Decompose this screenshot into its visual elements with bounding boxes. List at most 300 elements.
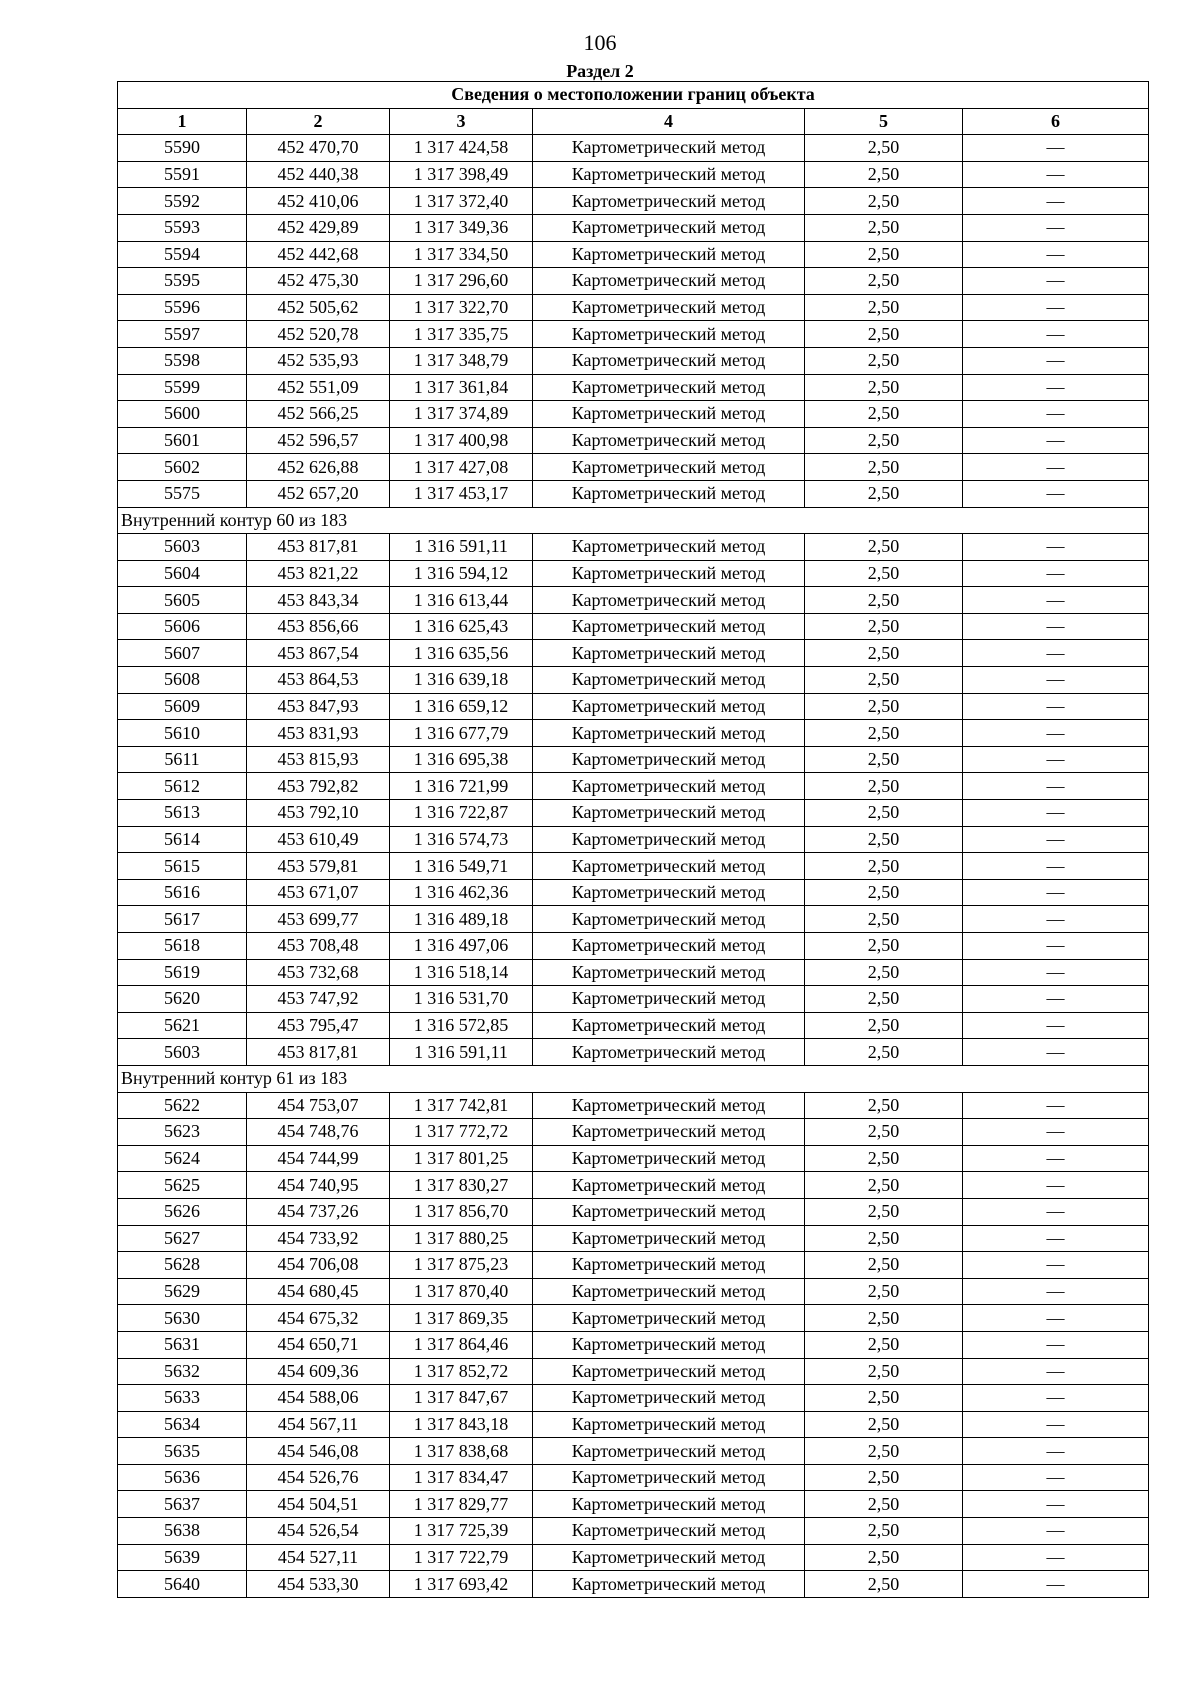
description-cell: — <box>963 321 1149 348</box>
y-coordinate-cell: 1 316 722,87 <box>390 800 533 827</box>
description-cell: — <box>963 480 1149 507</box>
y-coordinate-cell: 1 317 830,27 <box>390 1172 533 1199</box>
description-cell: — <box>963 1198 1149 1225</box>
table-row <box>118 933 1149 960</box>
x-coordinate-cell: 454 527,11 <box>247 1544 390 1571</box>
method-cell: Картометрический метод <box>533 534 805 561</box>
table-row <box>118 746 1149 773</box>
method-cell: Картометрический метод <box>533 214 805 241</box>
table-row <box>118 1119 1149 1146</box>
y-coordinate-cell: 1 317 834,47 <box>390 1464 533 1491</box>
accuracy-cell: 2,50 <box>805 1518 963 1545</box>
point-number-cell: 5625 <box>118 1172 247 1199</box>
point-number-cell: 5596 <box>118 294 247 321</box>
point-number-cell: 5623 <box>118 1119 247 1146</box>
x-coordinate-cell: 454 737,26 <box>247 1198 390 1225</box>
table-caption: Сведения о местоположении границ объекта <box>118 82 1149 109</box>
point-number-cell: 5607 <box>118 640 247 667</box>
table-row <box>118 135 1149 162</box>
description-cell: — <box>963 1092 1149 1119</box>
x-coordinate-cell: 454 588,06 <box>247 1385 390 1412</box>
y-coordinate-cell: 1 317 801,25 <box>390 1145 533 1172</box>
point-number-cell: 5602 <box>118 454 247 481</box>
x-coordinate-cell: 454 753,07 <box>247 1092 390 1119</box>
x-coordinate-cell: 452 535,93 <box>247 347 390 374</box>
point-number-cell: 5594 <box>118 241 247 268</box>
point-number-cell: 5595 <box>118 268 247 295</box>
point-number-cell: 5627 <box>118 1225 247 1252</box>
point-number-cell: 5628 <box>118 1252 247 1279</box>
table-row <box>118 1331 1149 1358</box>
accuracy-cell: 2,50 <box>805 268 963 295</box>
point-number-cell: 5606 <box>118 613 247 640</box>
accuracy-cell: 2,50 <box>805 1172 963 1199</box>
accuracy-cell: 2,50 <box>805 1039 963 1066</box>
y-coordinate-cell: 1 317 400,98 <box>390 427 533 454</box>
x-coordinate-cell: 454 748,76 <box>247 1119 390 1146</box>
method-cell: Картометрический метод <box>533 480 805 507</box>
method-cell: Картометрический метод <box>533 427 805 454</box>
x-coordinate-cell: 454 744,99 <box>247 1145 390 1172</box>
method-cell: Картометрический метод <box>533 347 805 374</box>
point-number-cell: 5632 <box>118 1358 247 1385</box>
y-coordinate-cell: 1 317 374,89 <box>390 401 533 428</box>
method-cell: Картометрический метод <box>533 1252 805 1279</box>
y-coordinate-cell: 1 317 372,40 <box>390 188 533 215</box>
description-cell: — <box>963 640 1149 667</box>
table-row <box>118 268 1149 295</box>
x-coordinate-cell: 452 429,89 <box>247 214 390 241</box>
point-number-cell: 5634 <box>118 1411 247 1438</box>
table-row <box>118 906 1149 933</box>
x-coordinate-cell: 452 596,57 <box>247 427 390 454</box>
accuracy-cell: 2,50 <box>805 853 963 880</box>
y-coordinate-cell: 1 316 635,56 <box>390 640 533 667</box>
table-row <box>118 826 1149 853</box>
y-coordinate-cell: 1 317 348,79 <box>390 347 533 374</box>
accuracy-cell: 2,50 <box>805 560 963 587</box>
y-coordinate-cell: 1 316 591,11 <box>390 1039 533 1066</box>
description-cell: — <box>963 906 1149 933</box>
description-cell: — <box>963 986 1149 1013</box>
point-number-cell: 5631 <box>118 1331 247 1358</box>
table-row <box>118 454 1149 481</box>
description-cell: — <box>963 427 1149 454</box>
method-cell: Картометрический метод <box>533 1198 805 1225</box>
accuracy-cell: 2,50 <box>805 667 963 694</box>
x-coordinate-cell: 452 657,20 <box>247 480 390 507</box>
table-body <box>118 135 1149 1598</box>
method-cell: Картометрический метод <box>533 587 805 614</box>
y-coordinate-cell: 1 317 335,75 <box>390 321 533 348</box>
y-coordinate-cell: 1 316 497,06 <box>390 933 533 960</box>
accuracy-cell: 2,50 <box>805 879 963 906</box>
column-number-5: 5 <box>805 108 963 135</box>
accuracy-cell: 2,50 <box>805 1198 963 1225</box>
table-row <box>118 587 1149 614</box>
point-number-cell: 5635 <box>118 1438 247 1465</box>
x-coordinate-cell: 453 817,81 <box>247 1039 390 1066</box>
point-number-cell: 5617 <box>118 906 247 933</box>
method-cell: Картометрический метод <box>533 959 805 986</box>
method-cell: Картометрический метод <box>533 1305 805 1332</box>
point-number-cell: 5593 <box>118 214 247 241</box>
point-number-cell: 5615 <box>118 853 247 880</box>
method-cell: Картометрический метод <box>533 188 805 215</box>
description-cell: — <box>963 613 1149 640</box>
x-coordinate-cell: 453 699,77 <box>247 906 390 933</box>
method-cell: Картометрический метод <box>533 1092 805 1119</box>
x-coordinate-cell: 452 566,25 <box>247 401 390 428</box>
y-coordinate-cell: 1 316 594,12 <box>390 560 533 587</box>
method-cell: Картометрический метод <box>533 933 805 960</box>
table-row <box>118 853 1149 880</box>
x-coordinate-cell: 453 867,54 <box>247 640 390 667</box>
description-cell: — <box>963 135 1149 162</box>
method-cell: Картометрический метод <box>533 986 805 1013</box>
y-coordinate-cell: 1 317 875,23 <box>390 1252 533 1279</box>
point-number-cell: 5612 <box>118 773 247 800</box>
table-row <box>118 1438 1149 1465</box>
y-coordinate-cell: 1 317 322,70 <box>390 294 533 321</box>
y-coordinate-cell: 1 317 424,58 <box>390 135 533 162</box>
x-coordinate-cell: 454 740,95 <box>247 1172 390 1199</box>
table-row <box>118 1544 1149 1571</box>
method-cell: Картометрический метод <box>533 1012 805 1039</box>
table-row <box>118 188 1149 215</box>
y-coordinate-cell: 1 316 625,43 <box>390 613 533 640</box>
table-row <box>118 720 1149 747</box>
description-cell: — <box>963 374 1149 401</box>
x-coordinate-cell: 453 795,47 <box>247 1012 390 1039</box>
point-number-cell: 5636 <box>118 1464 247 1491</box>
table-row <box>118 374 1149 401</box>
accuracy-cell: 2,50 <box>805 321 963 348</box>
y-coordinate-cell: 1 317 838,68 <box>390 1438 533 1465</box>
x-coordinate-cell: 453 671,07 <box>247 879 390 906</box>
table-head <box>118 82 1149 135</box>
description-cell: — <box>963 693 1149 720</box>
accuracy-cell: 2,50 <box>805 454 963 481</box>
point-number-cell: 5640 <box>118 1571 247 1598</box>
column-number-1: 1 <box>118 108 247 135</box>
accuracy-cell: 2,50 <box>805 1358 963 1385</box>
description-cell: — <box>963 1252 1149 1279</box>
y-coordinate-cell: 1 316 489,18 <box>390 906 533 933</box>
accuracy-cell: 2,50 <box>805 480 963 507</box>
method-cell: Картометрический метод <box>533 1385 805 1412</box>
method-cell: Картометрический метод <box>533 800 805 827</box>
x-coordinate-cell: 454 567,11 <box>247 1411 390 1438</box>
description-cell: — <box>963 560 1149 587</box>
method-cell: Картометрический метод <box>533 826 805 853</box>
point-number-cell: 5626 <box>118 1198 247 1225</box>
description-cell: — <box>963 853 1149 880</box>
description-cell: — <box>963 534 1149 561</box>
y-coordinate-cell: 1 317 843,18 <box>390 1411 533 1438</box>
table-row <box>118 1172 1149 1199</box>
accuracy-cell: 2,50 <box>805 214 963 241</box>
table-row <box>118 1145 1149 1172</box>
y-coordinate-cell: 1 316 695,38 <box>390 746 533 773</box>
y-coordinate-cell: 1 317 864,46 <box>390 1331 533 1358</box>
description-cell: — <box>963 1119 1149 1146</box>
method-cell: Картометрический метод <box>533 1278 805 1305</box>
accuracy-cell: 2,50 <box>805 1411 963 1438</box>
method-cell: Картометрический метод <box>533 401 805 428</box>
x-coordinate-cell: 452 505,62 <box>247 294 390 321</box>
column-number-6: 6 <box>963 108 1149 135</box>
point-number-cell: 5618 <box>118 933 247 960</box>
column-number-row <box>118 108 1149 135</box>
accuracy-cell: 2,50 <box>805 374 963 401</box>
accuracy-cell: 2,50 <box>805 1145 963 1172</box>
description-cell: — <box>963 667 1149 694</box>
method-cell: Картометрический метод <box>533 1145 805 1172</box>
point-number-cell: 5624 <box>118 1145 247 1172</box>
table-row <box>118 986 1149 1013</box>
method-cell: Картометрический метод <box>533 1464 805 1491</box>
accuracy-cell: 2,50 <box>805 1331 963 1358</box>
description-cell: — <box>963 826 1149 853</box>
accuracy-cell: 2,50 <box>805 135 963 162</box>
point-number-cell: 5600 <box>118 401 247 428</box>
point-number-cell: 5592 <box>118 188 247 215</box>
point-number-cell: 5591 <box>118 161 247 188</box>
accuracy-cell: 2,50 <box>805 1571 963 1598</box>
point-number-cell: 5608 <box>118 667 247 694</box>
y-coordinate-cell: 1 317 427,08 <box>390 454 533 481</box>
description-cell: — <box>963 1464 1149 1491</box>
contour-header-row <box>118 1065 1149 1092</box>
method-cell: Картометрический метод <box>533 135 805 162</box>
accuracy-cell: 2,50 <box>805 1092 963 1119</box>
y-coordinate-cell: 1 317 880,25 <box>390 1225 533 1252</box>
point-number-cell: 5611 <box>118 746 247 773</box>
x-coordinate-cell: 452 520,78 <box>247 321 390 348</box>
method-cell: Картометрический метод <box>533 294 805 321</box>
description-cell: — <box>963 1438 1149 1465</box>
point-number-cell: 5639 <box>118 1544 247 1571</box>
point-number-cell: 5614 <box>118 826 247 853</box>
method-cell: Картометрический метод <box>533 374 805 401</box>
y-coordinate-cell: 1 316 659,12 <box>390 693 533 720</box>
accuracy-cell: 2,50 <box>805 347 963 374</box>
accuracy-cell: 2,50 <box>805 188 963 215</box>
y-coordinate-cell: 1 317 349,36 <box>390 214 533 241</box>
y-coordinate-cell: 1 317 361,84 <box>390 374 533 401</box>
description-cell: — <box>963 1145 1149 1172</box>
point-number-cell: 5619 <box>118 959 247 986</box>
table-row <box>118 480 1149 507</box>
accuracy-cell: 2,50 <box>805 1305 963 1332</box>
accuracy-cell: 2,50 <box>805 401 963 428</box>
description-cell: — <box>963 1544 1149 1571</box>
accuracy-cell: 2,50 <box>805 427 963 454</box>
column-number-4: 4 <box>533 108 805 135</box>
x-coordinate-cell: 453 610,49 <box>247 826 390 853</box>
boundary-coordinates-table <box>117 81 1149 1598</box>
x-coordinate-cell: 452 440,38 <box>247 161 390 188</box>
point-number-cell: 5613 <box>118 800 247 827</box>
description-cell: — <box>963 1278 1149 1305</box>
method-cell: Картометрический метод <box>533 241 805 268</box>
x-coordinate-cell: 453 821,22 <box>247 560 390 587</box>
y-coordinate-cell: 1 317 847,67 <box>390 1385 533 1412</box>
column-number-2: 2 <box>247 108 390 135</box>
x-coordinate-cell: 453 792,10 <box>247 800 390 827</box>
table-row <box>118 1092 1149 1119</box>
description-cell: — <box>963 241 1149 268</box>
table-row <box>118 1464 1149 1491</box>
description-cell: — <box>963 1385 1149 1412</box>
description-cell: — <box>963 773 1149 800</box>
method-cell: Картометрический метод <box>533 1119 805 1146</box>
method-cell: Картометрический метод <box>533 746 805 773</box>
accuracy-cell: 2,50 <box>805 720 963 747</box>
x-coordinate-cell: 452 442,68 <box>247 241 390 268</box>
accuracy-cell: 2,50 <box>805 1252 963 1279</box>
accuracy-cell: 2,50 <box>805 986 963 1013</box>
accuracy-cell: 2,50 <box>805 1225 963 1252</box>
y-coordinate-cell: 1 317 398,49 <box>390 161 533 188</box>
column-number-3: 3 <box>390 108 533 135</box>
method-cell: Картометрический метод <box>533 161 805 188</box>
x-coordinate-cell: 453 856,66 <box>247 613 390 640</box>
table-row <box>118 1518 1149 1545</box>
y-coordinate-cell: 1 317 693,42 <box>390 1571 533 1598</box>
point-number-cell: 5621 <box>118 1012 247 1039</box>
method-cell: Картометрический метод <box>533 1571 805 1598</box>
x-coordinate-cell: 453 817,81 <box>247 534 390 561</box>
method-cell: Картометрический метод <box>533 667 805 694</box>
x-coordinate-cell: 453 831,93 <box>247 720 390 747</box>
accuracy-cell: 2,50 <box>805 1119 963 1146</box>
point-number-cell: 5620 <box>118 986 247 1013</box>
point-number-cell: 5638 <box>118 1518 247 1545</box>
x-coordinate-cell: 454 680,45 <box>247 1278 390 1305</box>
x-coordinate-cell: 452 626,88 <box>247 454 390 481</box>
method-cell: Картометрический метод <box>533 1518 805 1545</box>
description-cell: — <box>963 1518 1149 1545</box>
method-cell: Картометрический метод <box>533 773 805 800</box>
table-row <box>118 800 1149 827</box>
table-row <box>118 959 1149 986</box>
x-coordinate-cell: 453 579,81 <box>247 853 390 880</box>
table-row <box>118 427 1149 454</box>
method-cell: Картометрический метод <box>533 560 805 587</box>
point-number-cell: 5575 <box>118 480 247 507</box>
x-coordinate-cell: 452 551,09 <box>247 374 390 401</box>
table-row <box>118 1039 1149 1066</box>
point-number-cell: 5630 <box>118 1305 247 1332</box>
table-caption-row <box>118 82 1149 109</box>
method-cell: Картометрический метод <box>533 640 805 667</box>
table-row <box>118 879 1149 906</box>
point-number-cell: 5605 <box>118 587 247 614</box>
y-coordinate-cell: 1 317 772,72 <box>390 1119 533 1146</box>
description-cell: — <box>963 1172 1149 1199</box>
table-row <box>118 1571 1149 1598</box>
table-row <box>118 1305 1149 1332</box>
description-cell: — <box>963 1039 1149 1066</box>
y-coordinate-cell: 1 316 613,44 <box>390 587 533 614</box>
table-row <box>118 294 1149 321</box>
point-number-cell: 5597 <box>118 321 247 348</box>
y-coordinate-cell: 1 316 591,11 <box>390 534 533 561</box>
x-coordinate-cell: 452 470,70 <box>247 135 390 162</box>
description-cell: — <box>963 454 1149 481</box>
point-number-cell: 5598 <box>118 347 247 374</box>
table-row <box>118 667 1149 694</box>
y-coordinate-cell: 1 316 462,36 <box>390 879 533 906</box>
description-cell: — <box>963 720 1149 747</box>
y-coordinate-cell: 1 317 296,60 <box>390 268 533 295</box>
method-cell: Картометрический метод <box>533 268 805 295</box>
method-cell: Картометрический метод <box>533 1544 805 1571</box>
description-cell: — <box>963 401 1149 428</box>
x-coordinate-cell: 452 410,06 <box>247 188 390 215</box>
method-cell: Картометрический метод <box>533 613 805 640</box>
description-cell: — <box>963 294 1149 321</box>
accuracy-cell: 2,50 <box>805 1278 963 1305</box>
table-row <box>118 241 1149 268</box>
description-cell: — <box>963 933 1149 960</box>
accuracy-cell: 2,50 <box>805 933 963 960</box>
accuracy-cell: 2,50 <box>805 587 963 614</box>
description-cell: — <box>963 161 1149 188</box>
accuracy-cell: 2,50 <box>805 534 963 561</box>
x-coordinate-cell: 454 546,08 <box>247 1438 390 1465</box>
y-coordinate-cell: 1 317 453,17 <box>390 480 533 507</box>
description-cell: — <box>963 188 1149 215</box>
method-cell: Картометрический метод <box>533 693 805 720</box>
point-number-cell: 5629 <box>118 1278 247 1305</box>
point-number-cell: 5601 <box>118 427 247 454</box>
accuracy-cell: 2,50 <box>805 1012 963 1039</box>
description-cell: — <box>963 347 1149 374</box>
x-coordinate-cell: 454 504,51 <box>247 1491 390 1518</box>
accuracy-cell: 2,50 <box>805 1544 963 1571</box>
method-cell: Картометрический метод <box>533 906 805 933</box>
y-coordinate-cell: 1 317 869,35 <box>390 1305 533 1332</box>
point-number-cell: 5609 <box>118 693 247 720</box>
y-coordinate-cell: 1 316 549,71 <box>390 853 533 880</box>
method-cell: Картометрический метод <box>533 1172 805 1199</box>
description-cell: — <box>963 1571 1149 1598</box>
x-coordinate-cell: 453 815,93 <box>247 746 390 773</box>
accuracy-cell: 2,50 <box>805 800 963 827</box>
table-row <box>118 693 1149 720</box>
contour-label: Внутренний контур 60 из 183 <box>118 507 1149 534</box>
y-coordinate-cell: 1 316 572,85 <box>390 1012 533 1039</box>
accuracy-cell: 2,50 <box>805 959 963 986</box>
table-row <box>118 1411 1149 1438</box>
description-cell: — <box>963 959 1149 986</box>
accuracy-cell: 2,50 <box>805 746 963 773</box>
table-row <box>118 534 1149 561</box>
accuracy-cell: 2,50 <box>805 693 963 720</box>
description-cell: — <box>963 587 1149 614</box>
y-coordinate-cell: 1 316 677,79 <box>390 720 533 747</box>
y-coordinate-cell: 1 316 531,70 <box>390 986 533 1013</box>
y-coordinate-cell: 1 317 742,81 <box>390 1092 533 1119</box>
y-coordinate-cell: 1 317 852,72 <box>390 1358 533 1385</box>
page-number: 106 <box>583 30 617 55</box>
method-cell: Картометрический метод <box>533 1491 805 1518</box>
point-number-cell: 5599 <box>118 374 247 401</box>
x-coordinate-cell: 453 864,53 <box>247 667 390 694</box>
